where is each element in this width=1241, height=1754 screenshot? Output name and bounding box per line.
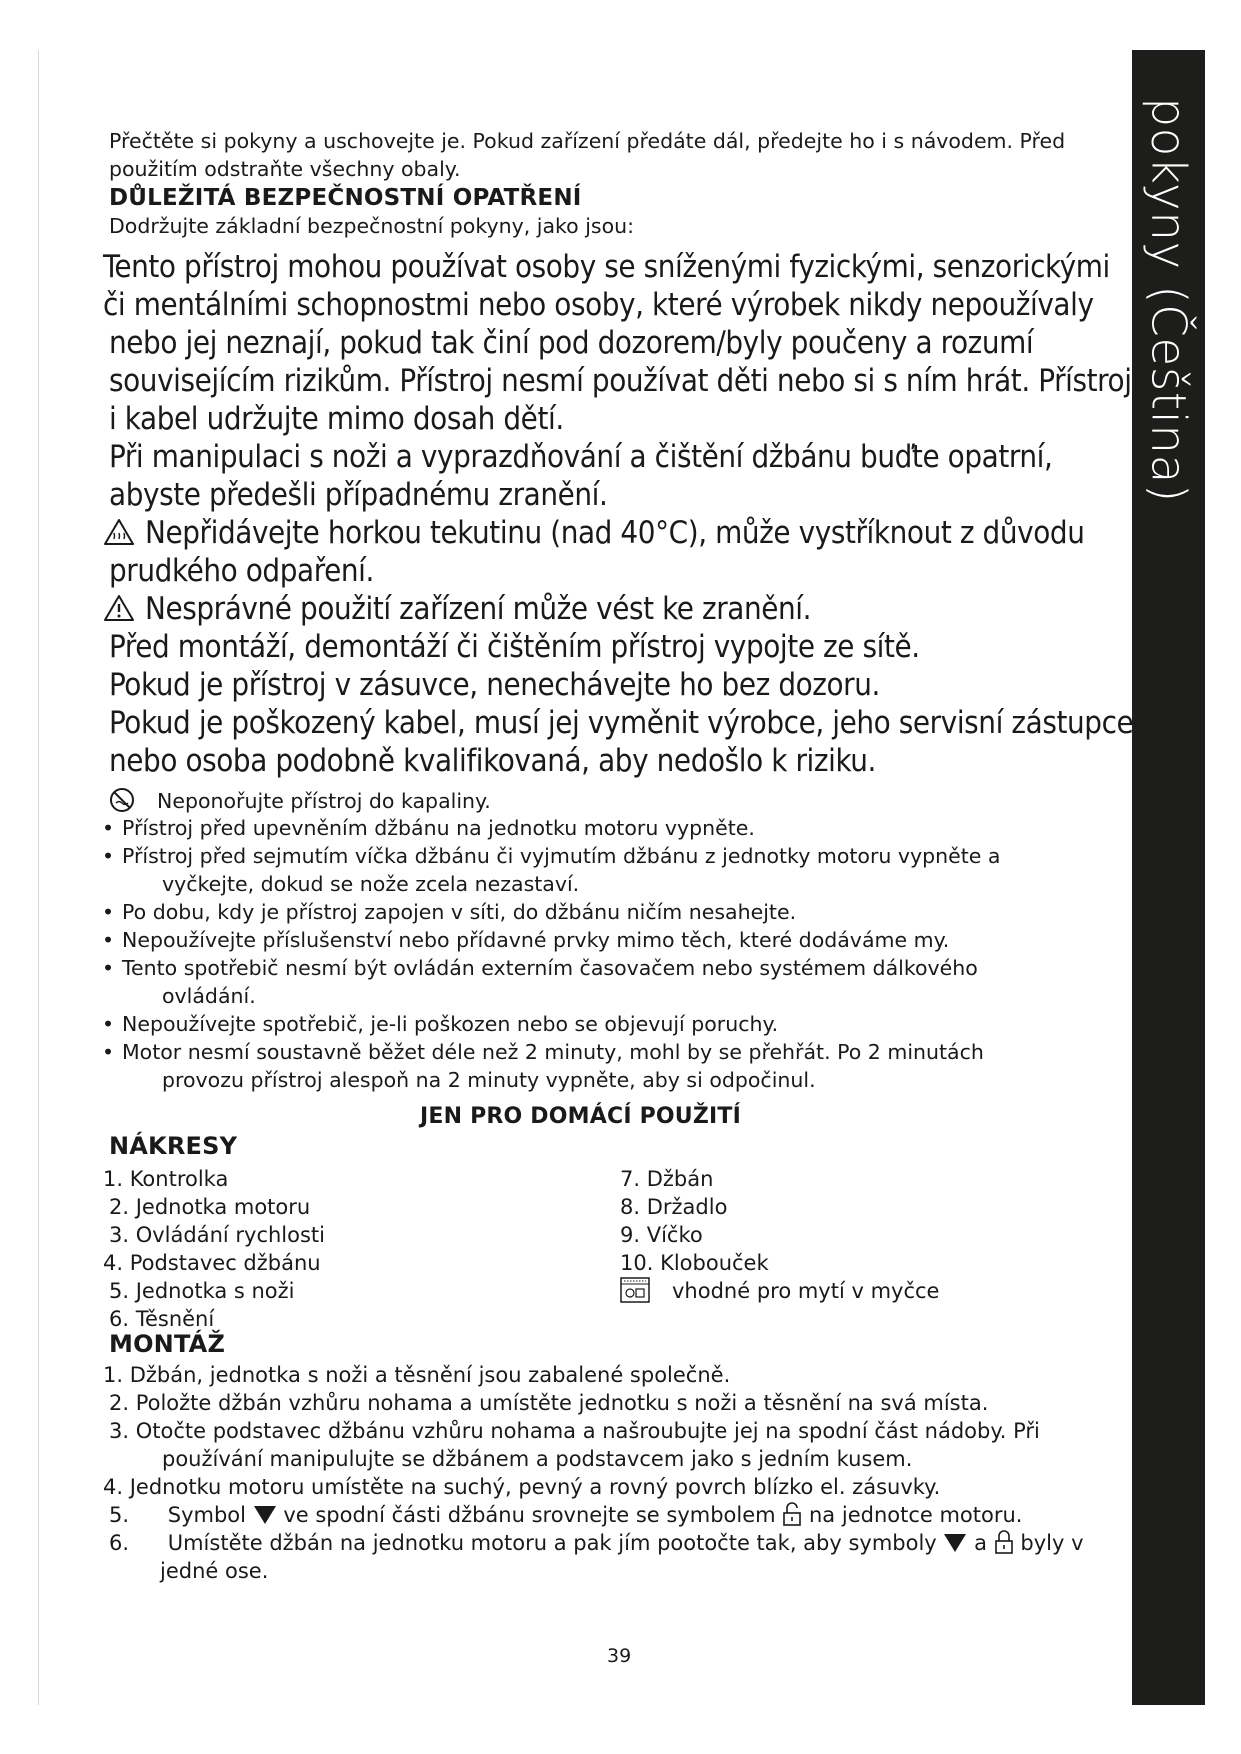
dishwasher-safe-note <box>620 1277 939 1305</box>
misuse-warning <box>103 590 811 628</box>
list-item <box>102 842 1122 898</box>
step-text: Umístěte džbán na jednotku motoru a pak jím pootočte tak, aby symboly <box>167 1531 937 1555</box>
safety-line: Pokud je poškozený kabel, musí jej vyměnit výrobce, jeho servisní zástupce <box>109 705 1134 741</box>
part-item: 5. Jednotka s noži <box>109 1279 295 1303</box>
part-item: 8. Držadlo <box>620 1195 728 1219</box>
step-number: 6. <box>109 1531 130 1555</box>
assembly-heading: MONTÁŽ <box>109 1330 226 1358</box>
list-item-text: Tento spotřebič nesmí být ovládán externím časovačem nebo systémem dálkového <box>122 956 978 980</box>
locked-padlock-icon <box>994 1530 1014 1554</box>
hot-liquid-warning <box>103 514 1084 552</box>
list-item-text: Nepoužívejte spotřebič, je-li poškozen nebo se objevují poruchy. <box>122 1012 779 1036</box>
dishwasher-icon <box>620 1277 650 1303</box>
safety-line: Pokud je přístroj v zásuvce, nenechávejte ho bez dozoru. <box>109 667 880 703</box>
safety-heading: DŮLEŽITÁ BEZPEČNOSTNÍ OPATŘENÍ <box>109 185 582 211</box>
triangle-marker-icon <box>943 1533 967 1553</box>
list-item <box>102 954 1122 1010</box>
part-item: 7. Džbán <box>620 1167 714 1191</box>
list-item-text: vyčkejte, dokud se nože zcela nezastaví. <box>162 872 580 896</box>
step-text: byly v <box>1020 1531 1084 1555</box>
safety-line: prudkého odpaření. <box>109 553 374 589</box>
part-item: 6. Těsnění <box>109 1307 215 1331</box>
hot-surface-warning-icon <box>103 518 135 546</box>
safety-line: Při manipulaci s noži a vyprazdňování a čištění džbánu buďte opatrní, <box>109 439 1053 475</box>
misuse-text: Nesprávné použití zařízení může vést ke zranění. <box>145 591 812 627</box>
safety-line: či mentálními schopnostmi nebo osoby, které výrobek nikdy nepoužívaly <box>103 287 1094 323</box>
list-item-text: Motor nesmí soustavně běžet déle než 2 minuty, mohl by se přehřát. Po 2 minutách <box>122 1040 984 1064</box>
list-item-text: Po dobu, kdy je přístroj zapojen v síti, do džbánu ničím nesahejte. <box>122 900 797 924</box>
part-item: 10. Klobouček <box>620 1251 769 1275</box>
step-number: 5. <box>109 1503 130 1527</box>
safety-line: souvisejícím rizikům. Přístroj nesmí používat děti nebo si s ním hrát. Přístroj <box>109 363 1132 399</box>
list-item-text: Přístroj před upevněním džbánu na jednotku motoru vypněte. <box>122 816 755 840</box>
page-border <box>38 50 39 1705</box>
safety-line: nebo jej neznají, pokud tak činí pod dozorem/byly poučeny a rozumí <box>109 325 1034 361</box>
safety-line: abyste předešli případnému zranění. <box>109 477 608 513</box>
part-item: 3. Ovládání rychlosti <box>109 1223 325 1247</box>
list-item <box>102 814 1122 842</box>
assembly-step-continued: používání manipulujte se džbánem a podstavcem jako s jedním kusem. <box>162 1447 913 1471</box>
safety-line: Tento přístroj mohou používat osoby se sníženými fyzickými, senzorickými <box>103 249 1110 285</box>
dishwasher-text: vhodné pro mytí v myčce <box>672 1279 940 1303</box>
assembly-step-6 <box>109 1529 1084 1557</box>
intro-text: Přečtěte si pokyny a uschovejte je. Pokud zařízení předáte dál, předejte ho i s návodem. Před použitím odstraňte všechny obaly. <box>109 129 1066 181</box>
step-text: na jednotce motoru. <box>809 1503 1023 1527</box>
no-dip-warning <box>109 787 491 815</box>
assembly-step: 2. Položte džbán vzhůru nohama a umístěte jednotku s noži a těsnění na svá místa. <box>109 1391 989 1415</box>
no-dip-text: Neponořujte přístroj do kapaliny. <box>157 789 491 813</box>
part-item: 4. Podstavec džbánu <box>103 1251 321 1275</box>
step-text: Symbol <box>167 1503 246 1527</box>
list-item-text: provozu přístroj alespoň na 2 minuty vypněte, aby si odpočinul. <box>162 1068 816 1092</box>
assembly-step: 4. Jednotku motoru umístěte na suchý, pevný a rovný povrch blízko el. zásuvky. <box>103 1475 941 1499</box>
safety-line: i kabel udržujte mimo dosah dětí. <box>109 401 564 437</box>
list-item-text: ovládání. <box>162 984 256 1008</box>
list-item <box>102 926 1122 954</box>
part-item: 9. Víčko <box>620 1223 703 1247</box>
unlocked-padlock-icon <box>782 1502 802 1526</box>
warning-icon <box>103 594 135 622</box>
safety-line: nebo osoba podobně kvalifikovaná, aby nedošlo k riziku. <box>109 743 876 779</box>
list-item <box>102 1010 1122 1038</box>
assembly-step: 1. Džbán, jednotka s noži a těsnění jsou zabalené společně. <box>103 1363 731 1387</box>
hot-liquid-text: Nepřidávejte horkou tekutinu (nad 40°C), může vystříknout z důvodu <box>145 515 1085 551</box>
part-item: 1. Kontrolka <box>103 1167 229 1191</box>
step-text: ve spodní části džbánu srovnejte se symbolem <box>283 1503 776 1527</box>
assembly-step-5 <box>109 1501 1022 1529</box>
list-item-text: Nepoužívejte příslušenství nebo přídavné prvky mimo těch, které dodáváme my. <box>122 928 950 952</box>
drawings-heading: NÁKRESY <box>109 1132 238 1160</box>
assembly-step: 3. Otočte podstavec džbánu vzhůru nohama a našroubujte jej na spodní část nádoby. Při <box>109 1419 1040 1443</box>
triangle-marker-icon <box>253 1505 277 1525</box>
household-use-heading: JEN PRO DOMÁCÍ POUŽITÍ <box>420 1104 742 1129</box>
assembly-step-continued: jedné ose. <box>160 1559 269 1583</box>
safety-bullet-list <box>102 814 1122 1094</box>
list-item-text: Přístroj před sejmutím víčka džbánu či vyjmutím džbánu z jednotky motoru vypněte a <box>122 844 1001 868</box>
do-not-immerse-icon <box>109 787 135 813</box>
safety-line: Před montáží, demontáží či čištěním přístroj vypojte ze sítě. <box>109 629 920 665</box>
list-item <box>102 898 1122 926</box>
safety-subtitle: Dodržujte základní bezpečnostní pokyny, jako jsou: <box>109 214 635 238</box>
language-tab-label: pokyny (Čeština) <box>1140 97 1196 503</box>
step-text: a <box>974 1531 987 1555</box>
list-item <box>102 1038 1122 1094</box>
page-number: 39 <box>607 1645 632 1667</box>
part-item: 2. Jednotka motoru <box>109 1195 311 1219</box>
